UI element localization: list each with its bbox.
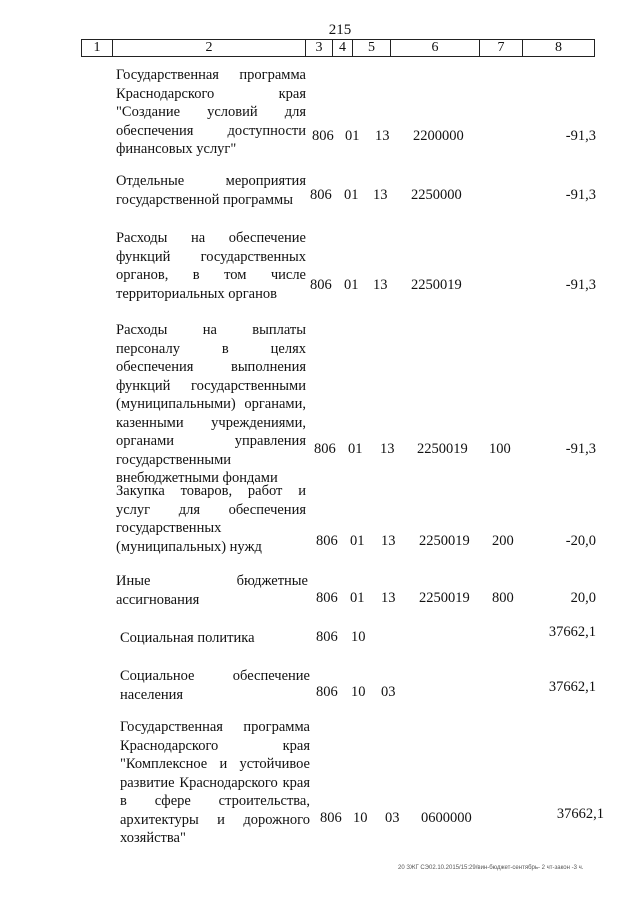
cell-amount: -91,3 bbox=[565, 187, 596, 203]
cell-amount: -91,3 bbox=[565, 128, 596, 144]
cell-col4: 01 bbox=[345, 128, 360, 144]
cell-col6: 2250000 bbox=[411, 187, 462, 203]
row-description: Расходы на обеспечение функций государственных органов, в том числе территориальных органов bbox=[116, 230, 306, 302]
cell-amount: -91,3 bbox=[565, 277, 596, 293]
cell-col4: 01 bbox=[350, 533, 365, 549]
row-description: Социальное обеспечение населения bbox=[120, 668, 310, 703]
column-header-7: 7 bbox=[479, 40, 522, 56]
row-description: Государственная программа Краснодарского края "Создание условий для обеспечения доступности финансовых услуг" bbox=[116, 67, 306, 157]
row-description: Социальная политика bbox=[120, 630, 255, 646]
cell-col4: 01 bbox=[350, 590, 365, 606]
cell-col5: 13 bbox=[380, 441, 395, 457]
row-description: Отдельные мероприятия государственной программы bbox=[116, 173, 306, 208]
cell-col4: 01 bbox=[344, 277, 359, 293]
cell-amount: 37662,1 bbox=[556, 806, 604, 822]
cell-col4: 01 bbox=[344, 187, 359, 203]
column-header-8: 8 bbox=[522, 40, 594, 56]
row-description: Иные бюджетные ассигнования bbox=[116, 573, 308, 608]
cell-col4: 10 bbox=[353, 810, 368, 826]
cell-col3: 806 bbox=[316, 684, 338, 700]
cell-col4: 10 bbox=[351, 629, 366, 645]
cell-col3: 806 bbox=[316, 629, 338, 645]
footer-stamp: 20 ЗЖГ СЭ02.10.2015/15:29/вин-бюджет-сентябрь- 2 чт-закон -3 ч. bbox=[398, 865, 584, 871]
cell-col3: 806 bbox=[320, 810, 342, 826]
cell-amount: -20,0 bbox=[565, 533, 596, 549]
cell-col6: 2250019 bbox=[411, 277, 462, 293]
cell-col6: 2250019 bbox=[419, 590, 470, 606]
cell-col3: 806 bbox=[312, 128, 334, 144]
cell-col5: 03 bbox=[381, 684, 396, 700]
page-number: 215 bbox=[328, 22, 352, 38]
column-header-2: 2 bbox=[112, 40, 305, 56]
cell-col6: 0600000 bbox=[421, 810, 472, 826]
cell-amount: 37662,1 bbox=[548, 679, 596, 695]
cell-col5: 13 bbox=[381, 533, 396, 549]
cell-col3: 806 bbox=[314, 441, 336, 457]
cell-col5: 13 bbox=[381, 590, 396, 606]
column-header-1: 1 bbox=[93, 40, 101, 55]
cell-col6: 2200000 bbox=[413, 128, 464, 144]
cell-amount: 20,0 bbox=[570, 590, 596, 606]
column-header-4: 4 bbox=[332, 40, 352, 56]
column-header-row bbox=[81, 39, 595, 57]
cell-col6: 2250019 bbox=[417, 441, 468, 457]
cell-col5: 13 bbox=[373, 187, 388, 203]
row-description: Расходы на выплаты персоналу в целях обеспечения выполнения функций государственными (муниципальными) органами, казенными учреждениями, органами управления государственными внебюджетными фондами bbox=[116, 322, 306, 486]
row-description: Государственная программа Краснодарского края "Комплексное и устойчивое развитие Краснодарского края в сфере строительства, архитектуры и дорожного хозяйства" bbox=[120, 719, 310, 846]
row-description: Закупка товаров, работ и услуг для обеспечения государственных (муниципальных) нужд bbox=[116, 483, 306, 555]
cell-amount: 37662,1 bbox=[548, 624, 596, 640]
cell-col3: 806 bbox=[316, 533, 338, 549]
column-header-5: 5 bbox=[352, 40, 390, 56]
cell-amount: -91,3 bbox=[565, 441, 596, 457]
cell-col5: 13 bbox=[373, 277, 388, 293]
cell-col4: 10 bbox=[351, 684, 366, 700]
cell-col7: 200 bbox=[492, 533, 514, 549]
cell-col5: 03 bbox=[385, 810, 400, 826]
cell-col3: 806 bbox=[310, 277, 332, 293]
cell-col5: 13 bbox=[375, 128, 390, 144]
column-header-6: 6 bbox=[390, 40, 479, 56]
column-header-3: 3 bbox=[305, 40, 332, 56]
cell-col6: 2250019 bbox=[419, 533, 470, 549]
cell-col4: 01 bbox=[348, 441, 363, 457]
cell-col3: 806 bbox=[316, 590, 338, 606]
cell-col7: 100 bbox=[489, 441, 511, 457]
cell-col7: 800 bbox=[492, 590, 514, 606]
cell-col3: 806 bbox=[310, 187, 332, 203]
